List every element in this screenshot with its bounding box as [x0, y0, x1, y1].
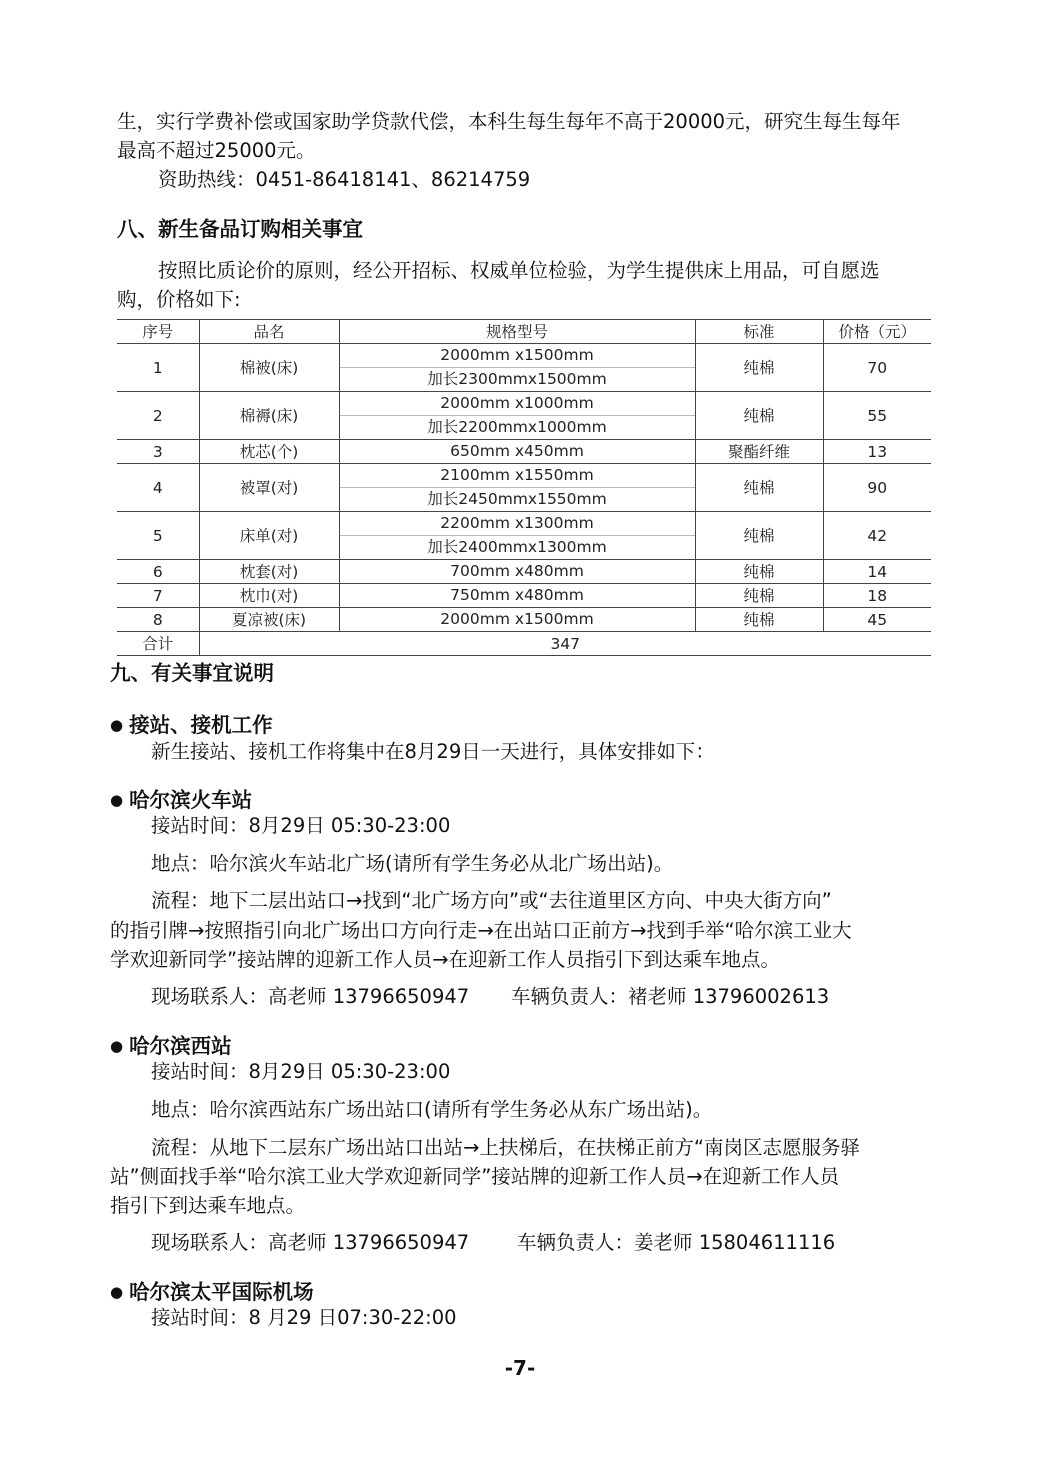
- station1-place: 地点：哈尔滨火车站北广场(请所有学生务必从北广场出站)。: [151, 852, 674, 875]
- cell-spec: [339, 584, 695, 608]
- cell-name: 棉被(床): [199, 344, 339, 392]
- spec-line: 2000mm x1000mm: [440, 394, 594, 412]
- cell-price: 90: [823, 464, 931, 512]
- station2-time: 接站时间：8月29日 05:30-23:00: [151, 1060, 451, 1083]
- spec-line: 2100mm x1550mm: [440, 466, 594, 484]
- cell-standard: 纯棉: [695, 344, 823, 392]
- cell-standard: 纯棉: [695, 560, 823, 584]
- cell-price: 18: [823, 584, 931, 608]
- table-total-row: [117, 632, 931, 656]
- station2-heading: ● 哈尔滨西站: [110, 1032, 232, 1062]
- cell-standard: 纯棉: [695, 608, 823, 632]
- spec-line: 750mm x480mm: [450, 586, 584, 604]
- pickup-heading: ● 接站、接机工作: [110, 711, 273, 741]
- airport-time: 接站时间：8 月29 日07:30-22:00: [151, 1306, 457, 1329]
- spec-line: 加长2400mmx1300mm: [340, 535, 695, 559]
- cell-no: 6: [117, 560, 199, 584]
- spec-line: 2200mm x1300mm: [440, 514, 594, 532]
- spec-line: 加长2200mmx1000mm: [340, 415, 695, 439]
- table-row: [117, 392, 931, 440]
- header-no: 序号: [117, 320, 199, 344]
- header-price: 价格（元）: [823, 320, 931, 344]
- station1-process-line-2: 的指引牌→按照指引向北广场出口方向行走→在出站口正前方→找到手举“哈尔滨工业大: [110, 919, 852, 942]
- cell-no: 8: [117, 608, 199, 632]
- intro-line-2: 最高不超过25000元。: [117, 139, 316, 162]
- cell-standard: 纯棉: [695, 392, 823, 440]
- cell-name: 枕套(对): [199, 560, 339, 584]
- spec-line: 650mm x450mm: [450, 442, 584, 460]
- cell-price: 45: [823, 608, 931, 632]
- cell-price: 55: [823, 392, 931, 440]
- table-row: [117, 560, 931, 584]
- cell-spec: [339, 560, 695, 584]
- table-row: [117, 464, 931, 512]
- cell-name: 床单(对): [199, 512, 339, 560]
- cell-spec: [339, 440, 695, 464]
- table-row: [117, 608, 931, 632]
- table-row: [117, 440, 931, 464]
- station1-process-line-3: 学欢迎新同学”接站牌的迎新工作人员→在迎新工作人员指引下到达乘车地点。: [110, 948, 780, 971]
- cell-no: 1: [117, 344, 199, 392]
- section9-title: 九、有关事宜说明: [110, 661, 274, 685]
- page-number: -7-: [504, 1356, 536, 1380]
- cell-name: 枕芯(个): [199, 440, 339, 464]
- station2-process-line-1: 流程：从地下二层东广场出站口出站→上扶梯后，在扶梯正前方“南岗区志愿服务驿: [151, 1136, 860, 1159]
- header-standard: 标准: [695, 320, 823, 344]
- station2-process-line-3: 指引下到达乘车地点。: [110, 1194, 306, 1217]
- table-row: [117, 512, 931, 560]
- cell-no: 7: [117, 584, 199, 608]
- station1-contact: 现场联系人：高老师 13796650947: [151, 985, 470, 1008]
- pickup-text: 新生接站、接机工作将集中在8月29日一天进行，具体安排如下：: [151, 740, 715, 763]
- total-label: 合计: [117, 632, 199, 656]
- cell-spec: [339, 392, 695, 440]
- spec-line: 加长2450mmx1550mm: [340, 487, 695, 511]
- cell-no: 5: [117, 512, 199, 560]
- cell-price: 42: [823, 512, 931, 560]
- cell-name: 夏凉被(床): [199, 608, 339, 632]
- cell-name: 枕巾(对): [199, 584, 339, 608]
- cell-price: 14: [823, 560, 931, 584]
- cell-no: 2: [117, 392, 199, 440]
- section8-para-line-1: 按照比质论价的原则，经公开招标、权威单位检验，为学生提供床上用品，可自愿选: [158, 259, 880, 282]
- station2-process-line-2: 站”侧面找手举“哈尔滨工业大学欢迎新同学”接站牌的迎新工作人员→在迎新工作人员: [110, 1165, 840, 1188]
- section8-para-line-2: 购，价格如下:: [117, 288, 241, 311]
- table-header-row: [117, 320, 931, 344]
- cell-spec: [339, 512, 695, 560]
- station2-contact: 现场联系人：高老师 13796650947: [151, 1231, 470, 1254]
- section8-title: 八、新生备品订购相关事宜: [117, 217, 363, 241]
- cell-name: 棉褥(床): [199, 392, 339, 440]
- cell-spec: [339, 608, 695, 632]
- airport-heading: ● 哈尔滨太平国际机场: [110, 1278, 314, 1308]
- spec-line: 加长2300mmx1500mm: [340, 367, 695, 391]
- header-name: 品名: [199, 320, 339, 344]
- table-row: [117, 344, 931, 392]
- spec-line: 700mm x480mm: [450, 562, 584, 580]
- station1-process-line-1: 流程：地下二层出站口→找到“北广场方向”或“去往道里区方向、中央大街方向”: [151, 889, 832, 912]
- cell-standard: 纯棉: [695, 512, 823, 560]
- spec-line: 2000mm x1500mm: [440, 610, 594, 628]
- table-row: [117, 584, 931, 608]
- total-value: 347: [199, 632, 931, 656]
- intro-line-1: 生，实行学费补偿或国家助学贷款代偿，本科生每生每年不高于20000元，研究生每生每年: [117, 110, 901, 133]
- table-body: [117, 344, 931, 656]
- cell-spec: [339, 464, 695, 512]
- price-table: [117, 319, 931, 656]
- station1-vehicle: 车辆负责人：褚老师 13796002613: [511, 985, 830, 1008]
- station1-time: 接站时间：8月29日 05:30-23:00: [151, 814, 451, 837]
- station2-place: 地点：哈尔滨西站东广场出站口(请所有学生务必从东广场出站)。: [151, 1098, 713, 1121]
- cell-price: 70: [823, 344, 931, 392]
- cell-no: 4: [117, 464, 199, 512]
- station2-vehicle: 车辆负责人：姜老师 15804611116: [517, 1231, 836, 1254]
- cell-standard: 纯棉: [695, 464, 823, 512]
- header-spec: 规格型号: [339, 320, 695, 344]
- cell-price: 13: [823, 440, 931, 464]
- cell-standard: 聚酯纤维: [695, 440, 823, 464]
- cell-no: 3: [117, 440, 199, 464]
- cell-standard: 纯棉: [695, 584, 823, 608]
- cell-name: 被罩(对): [199, 464, 339, 512]
- station1-heading: ● 哈尔滨火车站: [110, 786, 252, 816]
- hotline: 资助热线：0451-86418141、86214759: [158, 168, 531, 191]
- cell-spec: [339, 344, 695, 392]
- spec-line: 2000mm x1500mm: [440, 346, 594, 364]
